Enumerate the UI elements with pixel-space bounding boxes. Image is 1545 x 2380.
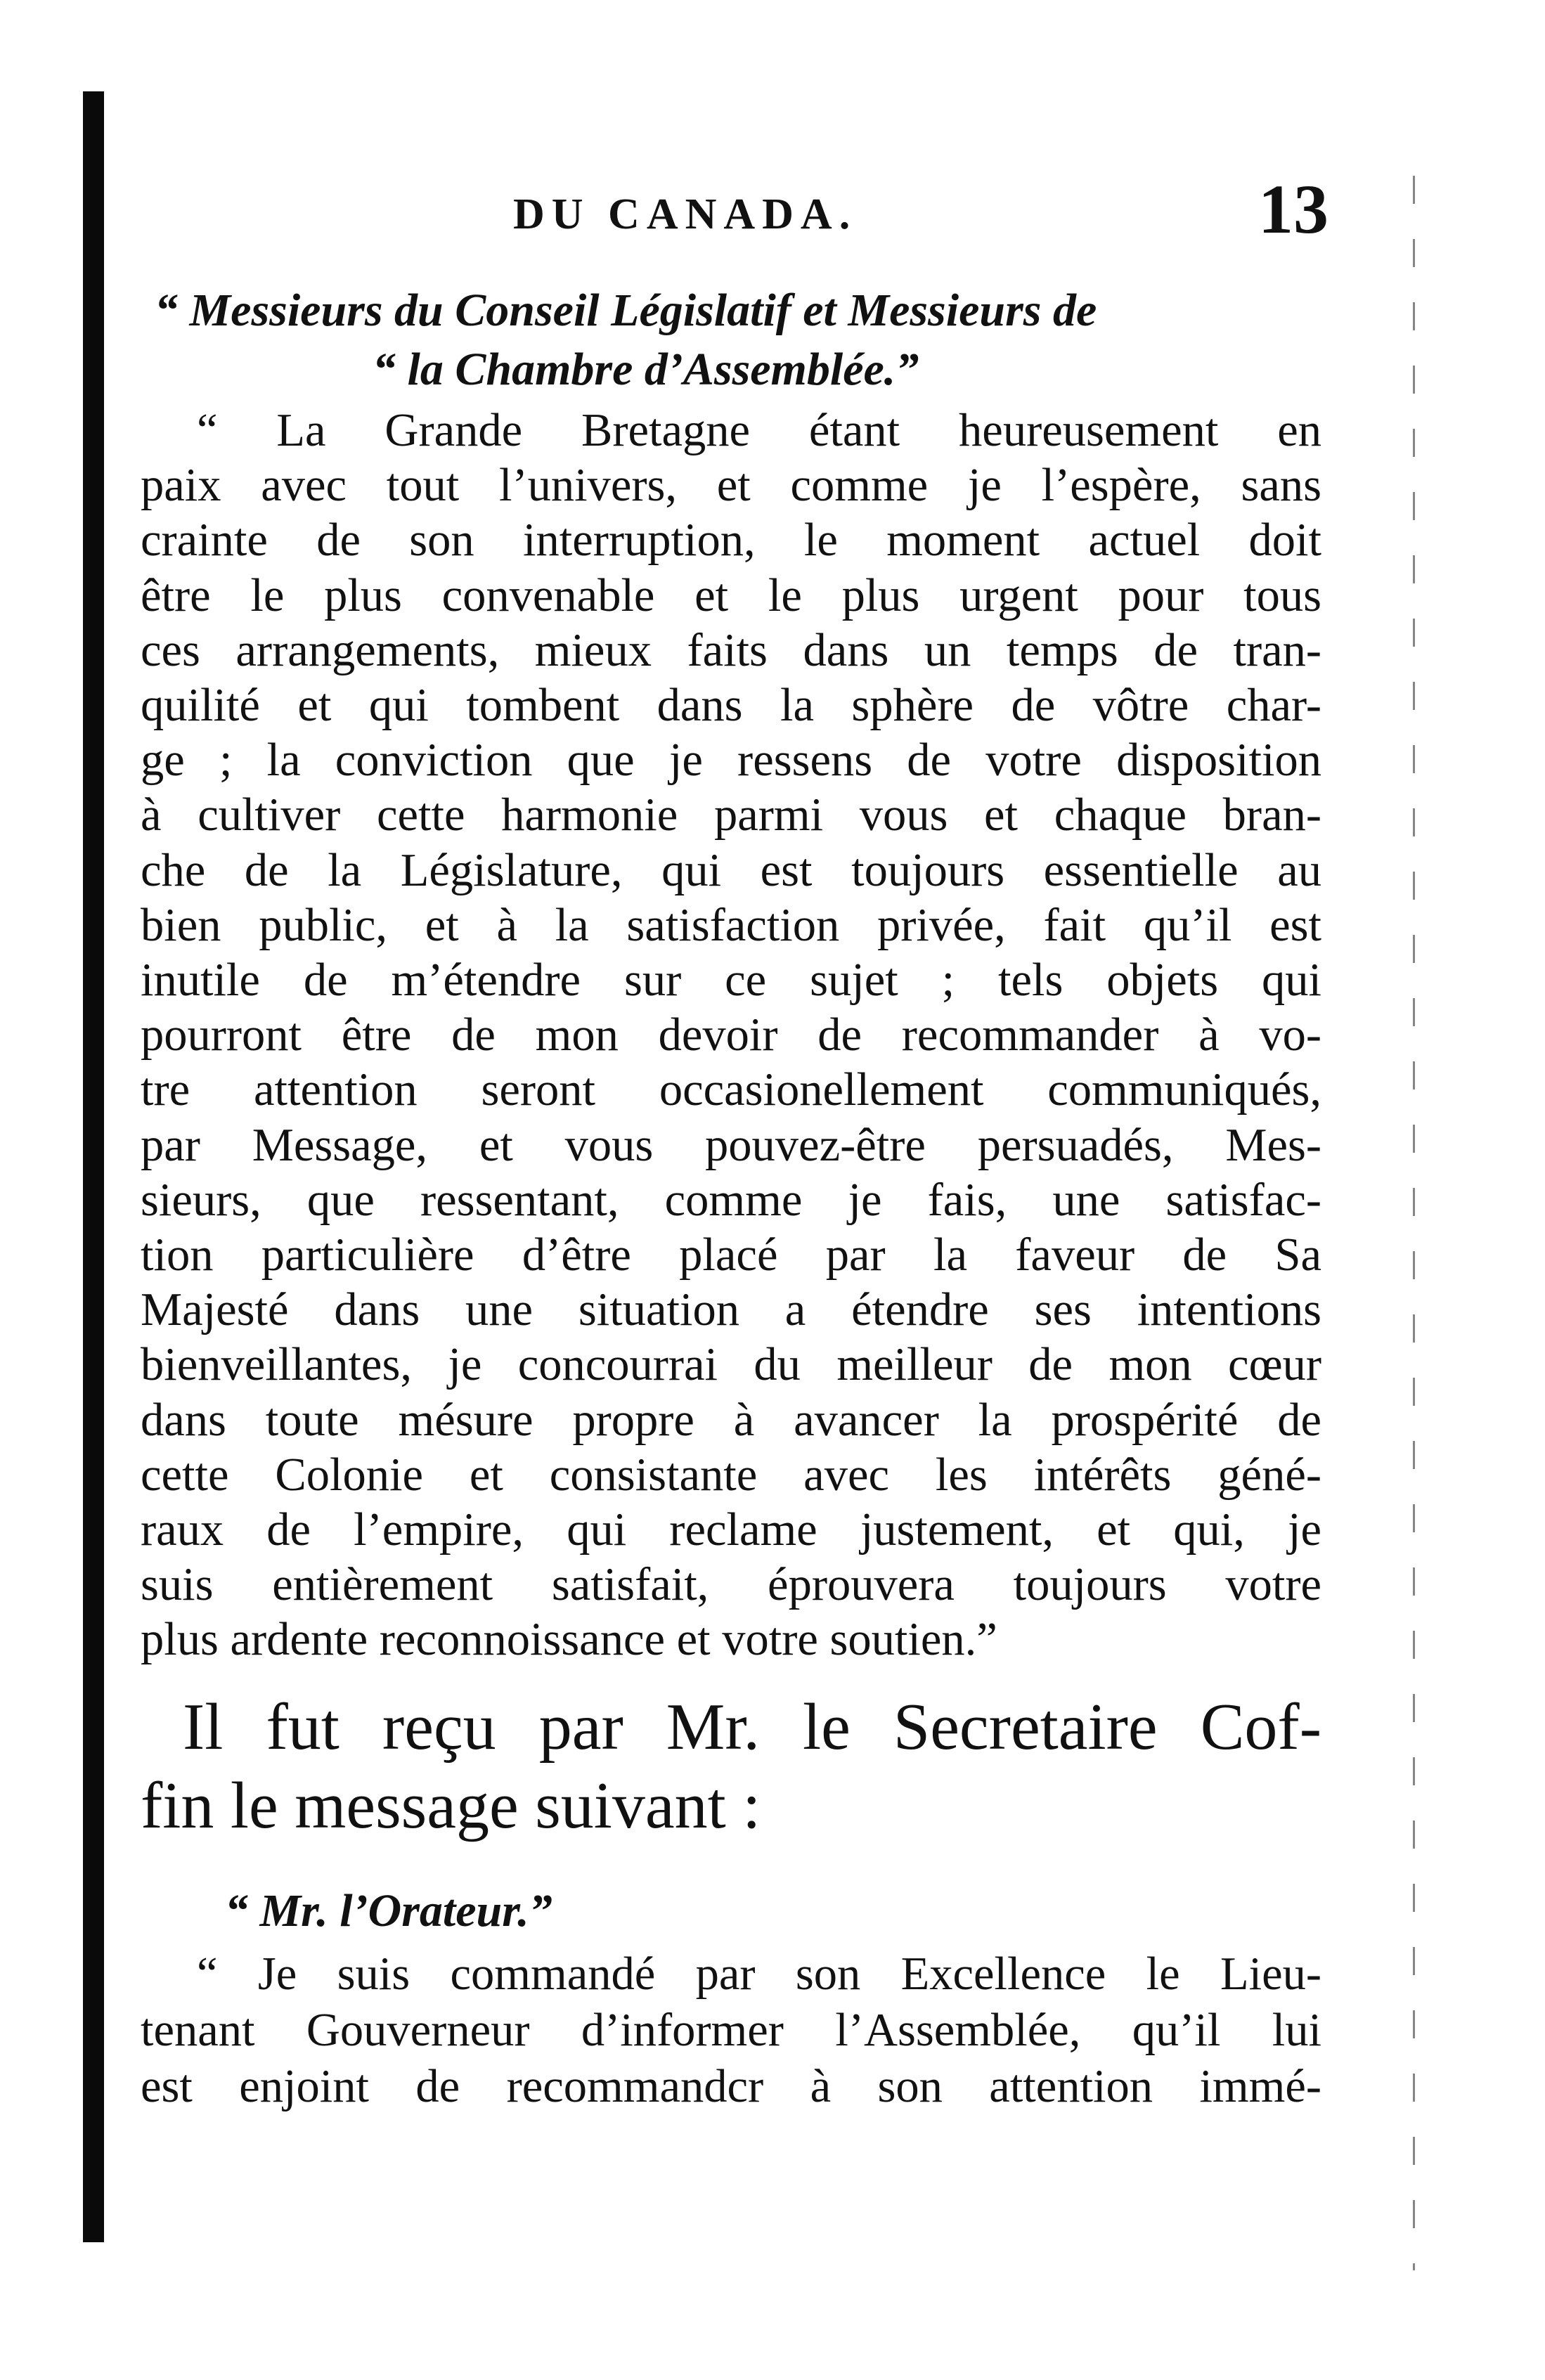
received-line: fin le message suivant : — [141, 1768, 761, 1842]
page-edge-mark — [1413, 176, 1415, 2270]
speech-line: à cultiver cette harmonie parmi vous et chaque bran- — [141, 789, 1321, 841]
speech-line: être le plus convenable et le plus urgent pour tous — [141, 569, 1321, 621]
speech-line: par Message, et vous pouvez-être persuadés, Mes- — [141, 1119, 1321, 1171]
speech-line: ge ; la conviction que je ressens de votre disposition — [141, 735, 1321, 787]
speech-paragraph — [141, 403, 1321, 1668]
speech-line: crainte de son interruption, le moment actuel doit — [141, 515, 1321, 567]
speech-line: quilité et qui tombent dans la sphère de vôtre char- — [141, 680, 1321, 732]
received-heading — [141, 1688, 1321, 1845]
speech-line: Majesté dans une situation a étendre ses intentions — [141, 1284, 1321, 1336]
speech-line: paix avec tout l’univers, et comme je l’espère, sans — [141, 460, 1321, 512]
message-line: est enjoint de recommandcr à son attention immé- — [141, 2060, 1321, 2112]
speech-line: plus ardente reconnoissance et votre soutien.” — [141, 1614, 997, 1666]
salutation: “ Mr. l’Orateur.” — [225, 1884, 552, 1936]
book-page — [141, 169, 1329, 2115]
running-head: DU CANADA. — [513, 190, 858, 238]
speech-line: ces arrangements, mieux faits dans un temps de tran- — [141, 624, 1321, 676]
message-line: “ Je suis commandé par son Excellence le Lieu- — [197, 1948, 1321, 2000]
address-line-1: “ Messieurs du Conseil Législatif et Messieurs de — [155, 285, 1097, 336]
received-line: Il fut reçu par Mr. le Secretaire Cof- — [183, 1690, 1321, 1764]
page-binding-shadow — [83, 91, 104, 2242]
speech-line: suis entièrement satisfait, éprouvera toujours votre — [141, 1559, 1321, 1611]
speech-line: cette Colonie et consistante avec les intérêts géné- — [141, 1449, 1321, 1501]
speech-line: che de la Législature, qui est toujours essentielle au — [141, 844, 1321, 896]
speech-line: bienveillantes, je concourrai du meilleur de mon cœur — [141, 1339, 1321, 1391]
speech-line: sieurs, que ressentant, comme je fais, une satisfac- — [141, 1174, 1321, 1226]
speech-line: “ La Grande Bretagne étant heureusement en — [197, 405, 1321, 456]
speech-line: dans toute mésure propre à avancer la prospérité de — [141, 1394, 1321, 1446]
speech-line: raux de l’empire, qui reclame justement, et qui, je — [141, 1504, 1321, 1556]
speech-line: bien public, et à la satisfaction privée, fait qu’il est — [141, 899, 1321, 951]
address-line-2: “ la Chambre d’Assemblée.” — [373, 344, 919, 395]
speech-line: inutile de m’étendre sur ce sujet ; tels objets qui — [141, 955, 1321, 1007]
page-header — [141, 169, 1329, 253]
speech-line: pourront être de mon devoir de recommander à vo- — [141, 1009, 1321, 1061]
speech-line: tion particulière d’être placé par la faveur de Sa — [141, 1229, 1321, 1281]
page-number: 13 — [1258, 170, 1329, 248]
message-paragraph — [141, 1946, 1321, 2115]
message-line: tenant Gouverneur d’informer l’Assemblée, qu’il lui — [141, 2004, 1321, 2056]
speech-line: tre attention seront occasionellement communiqués, — [141, 1064, 1321, 1116]
